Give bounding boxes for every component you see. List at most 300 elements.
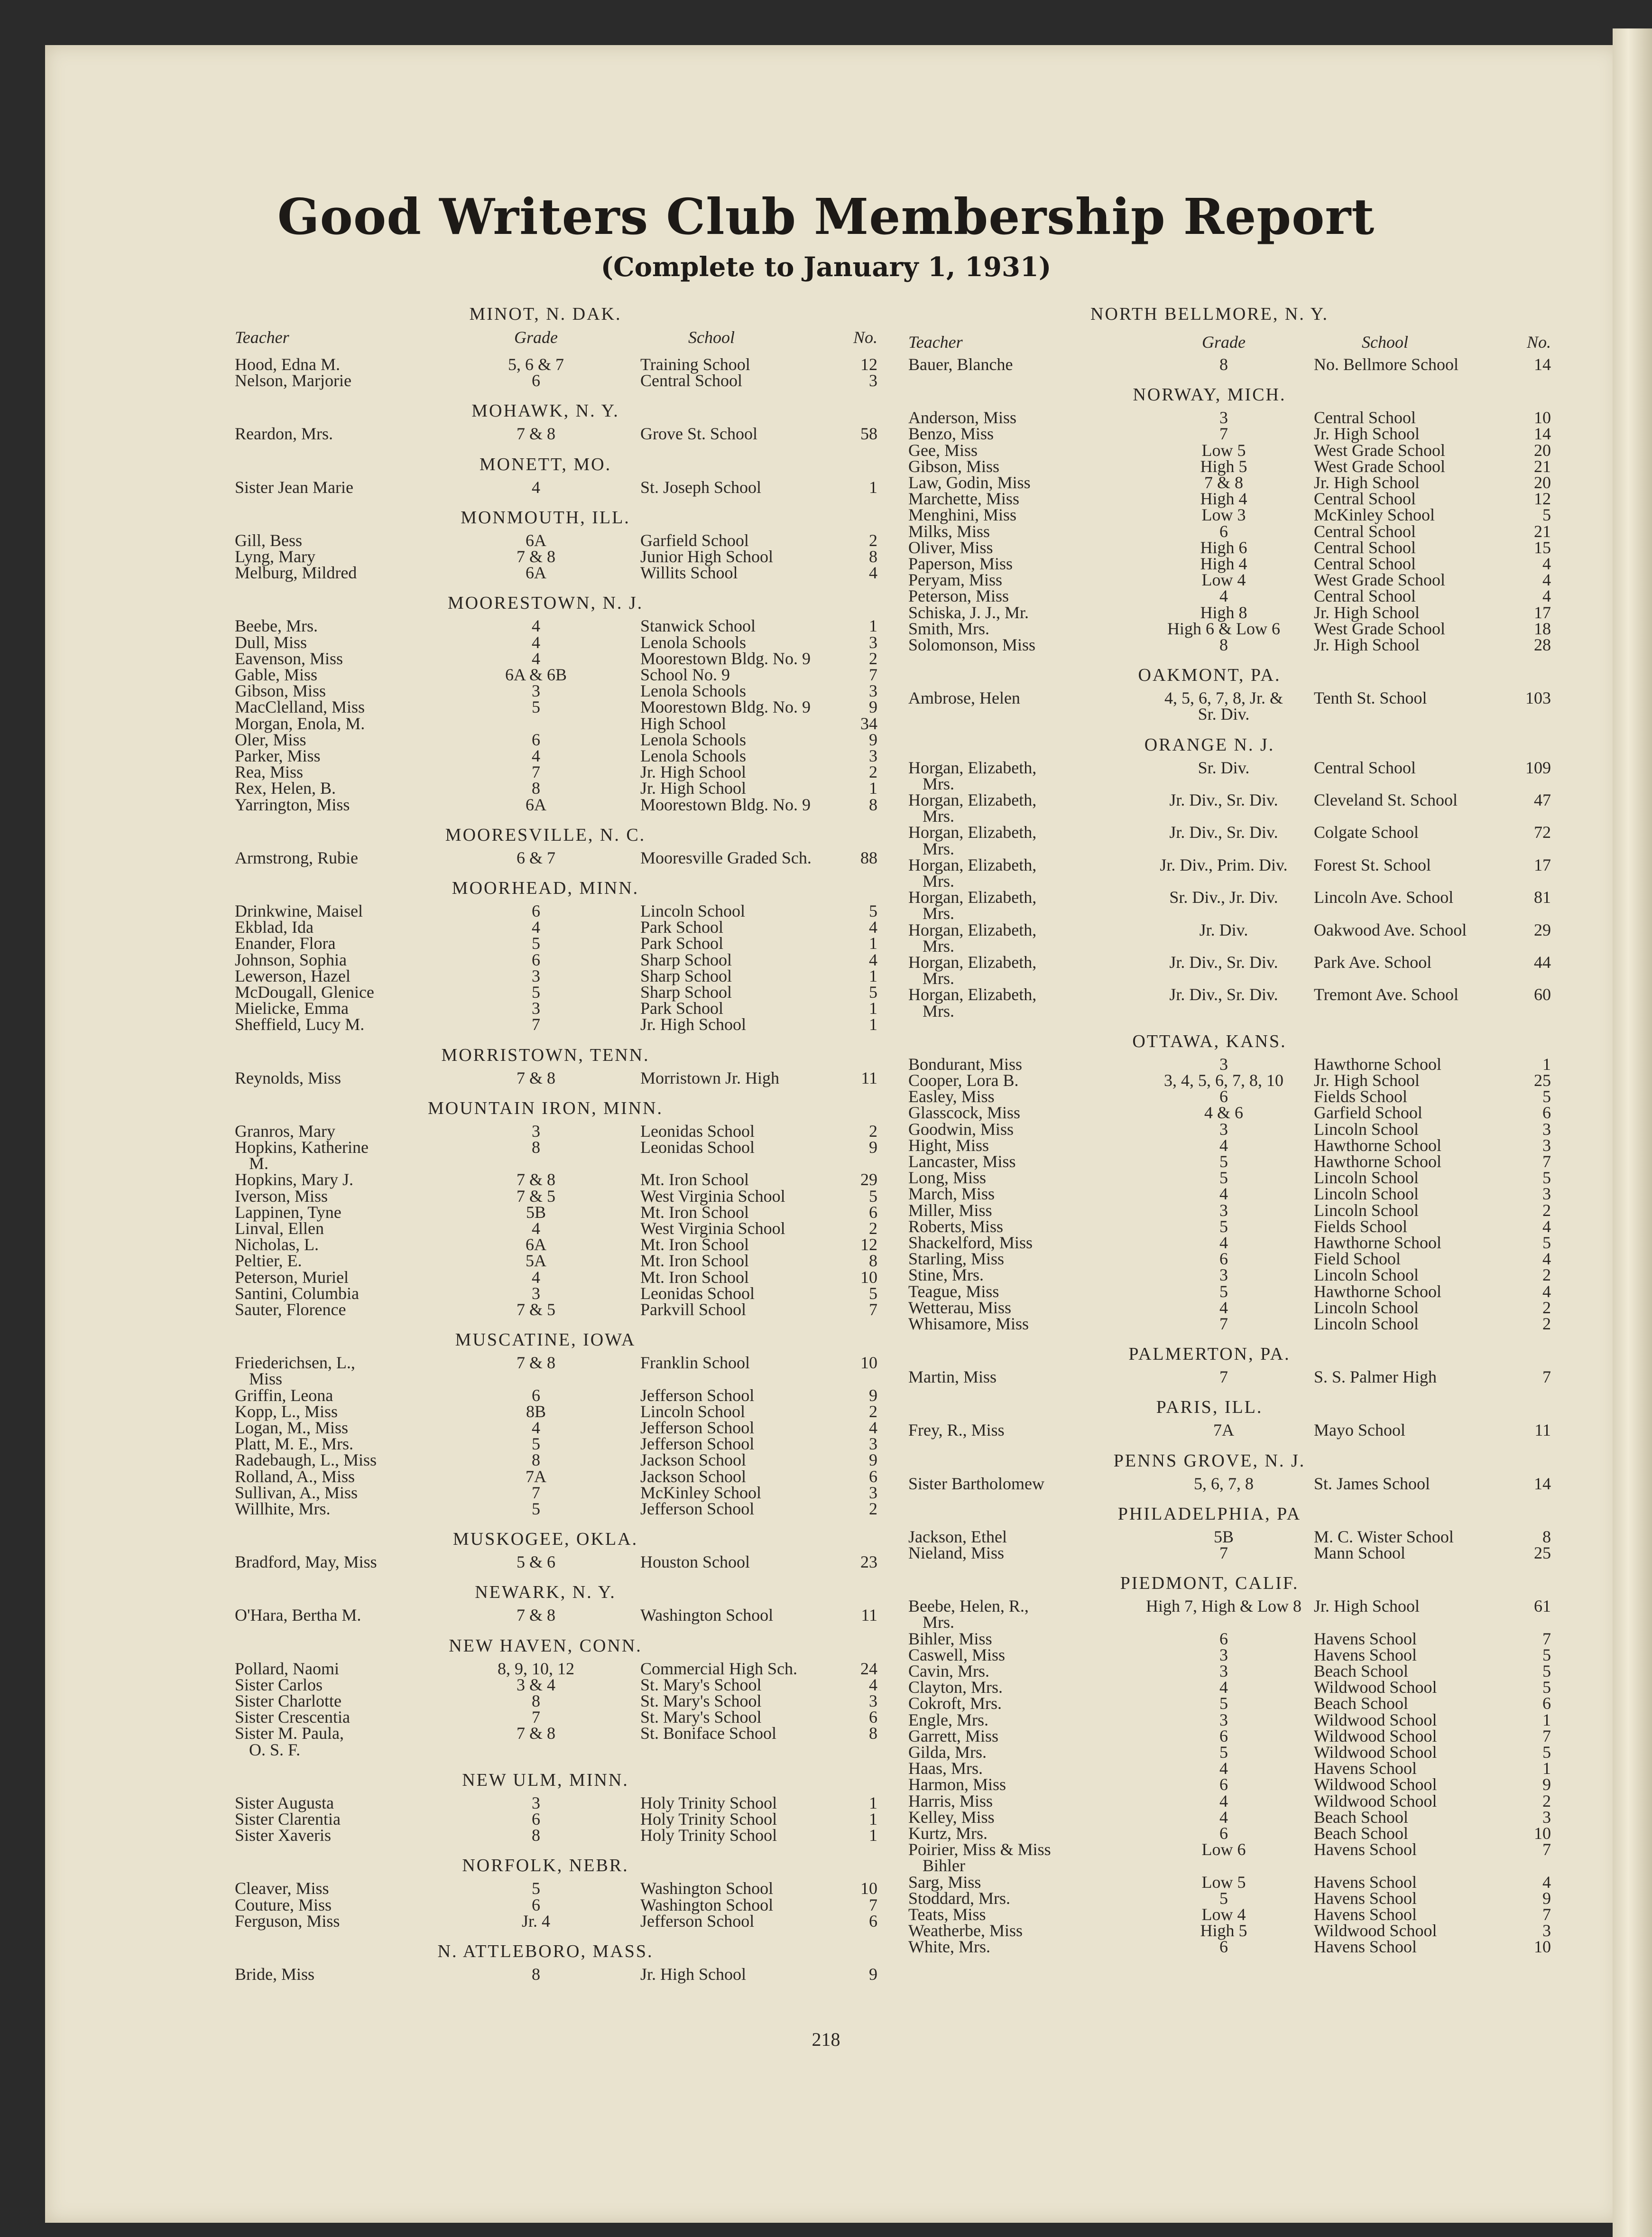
grade-cell: 8, 9, 10, 12 [498,1659,574,1678]
grade-cell: Low 4 [1201,570,1246,590]
count-cell: 14 [1534,424,1551,444]
count-cell: 4 [1542,1281,1551,1301]
count-cell: 1 [869,999,877,1018]
count-cell: 2 [869,1121,877,1141]
count-cell: 29 [860,1170,877,1189]
school-cell: Wildwood School [1314,1921,1437,1940]
count-cell: 9 [1542,1888,1551,1908]
grade-cell: 5 [1219,1168,1228,1188]
grade-cell: 8 [532,779,540,798]
count-cell: 6 [1542,1694,1551,1713]
teacher-name: Peryam, Miss [908,570,1002,590]
school-cell: Wildwood School [1314,1743,1437,1762]
left-section-title: MORRISTOWN, TENN. [441,1045,650,1065]
teacher-name: Johnson, Sophia [235,950,347,969]
teacher-name: Bihler, Miss [908,1629,992,1648]
left-header-teacher: Teacher [235,328,289,347]
teacher-name: Engle, Mrs. [908,1710,988,1729]
grade-cell: 5 [532,697,540,717]
count-cell: 9 [869,1385,877,1405]
school-cell: Jefferson School [640,1418,755,1437]
teacher-name: Wetterau, Miss [908,1298,1012,1317]
school-cell: Lincoln School [1314,1314,1419,1333]
teacher-name: Gibson, Miss [235,681,326,701]
school-cell: Wildwood School [1314,1775,1437,1794]
grade-cell: 5 [1219,1743,1228,1762]
grade-cell: 6 [532,950,540,969]
count-cell: 8 [869,547,877,566]
school-cell: Tenth St. School [1314,688,1427,708]
teacher-name: Poirier, Miss & Miss [908,1840,1051,1859]
teacher-name: Solomonson, Miss [908,635,1036,654]
count-cell: 29 [1534,920,1551,939]
grade-cell: 5, 6, 7, 8 [1194,1474,1254,1493]
school-cell: Havens School [1314,1872,1417,1892]
left-header-school: School [688,328,735,347]
grade-cell: High 5 [1200,1921,1247,1940]
count-cell: 6 [869,1467,877,1486]
teacher-name: Armstrong, Rubie [235,848,358,867]
count-cell: 10 [860,1353,877,1373]
teacher-name: Mrs. [923,872,955,891]
grade-cell: 3 [1219,1265,1228,1285]
teacher-name: Clayton, Mrs. [908,1678,1003,1697]
count-cell: 1 [869,1826,877,1845]
grade-cell: 6A [526,795,546,814]
grade-cell: 4 [532,616,540,636]
teacher-name: Granros, Mary [235,1121,335,1141]
school-cell: Tremont Ave. School [1314,985,1459,1004]
school-cell: Sharp School [640,966,732,985]
grade-cell: 3 [532,1283,540,1303]
teacher-name: Sister Crescentia [235,1708,350,1727]
grade-cell: 3 & 4 [516,1675,555,1694]
teacher-name: Roberts, Miss [908,1216,1004,1236]
right-header-school: School [1362,333,1408,352]
teacher-name: Hopkins, Katherine [235,1138,369,1157]
count-cell: 7 [869,665,877,684]
teacher-name: Bondurant, Miss [908,1054,1023,1074]
teacher-name: Haas, Mrs. [908,1759,983,1778]
school-cell: Lincoln Ave. School [1314,888,1454,907]
school-cell: Moorestown Bldg. No. 9 [640,697,811,717]
grade-cell: 5, 6 & 7 [508,355,564,374]
grade-cell: High 8 [1200,603,1247,622]
grade-cell: 5B [1213,1527,1234,1546]
grade-cell: 3 [1219,1054,1228,1074]
grade-cell: 4 [1219,1233,1228,1252]
left-section-title: MONMOUTH, ILL. [461,507,630,528]
left-section-title: MOORESVILLE, N. C. [445,825,646,845]
grade-cell: 6 [1219,1249,1228,1269]
left-section-title: NEW ULM, MINN. [462,1770,629,1790]
grade-cell: 4 [532,1219,540,1238]
right-section-title: PARIS, ILL. [1156,1397,1263,1418]
teacher-name: Friederichsen, L., [235,1353,355,1373]
school-cell: Mt. Iron School [640,1202,749,1222]
grade-cell: 7 [532,1708,540,1727]
count-cell: 2 [869,1219,877,1238]
count-cell: 4 [1542,586,1551,606]
school-cell: Beach School [1314,1807,1408,1827]
teacher-name: Lappinen, Tyne [235,1202,341,1222]
teacher-name: Beebe, Helen, R., [908,1597,1029,1616]
grade-cell: Sr. Div. [1198,705,1250,724]
next-page-edge [1613,28,1652,2237]
grade-cell: 5 [1219,1888,1228,1908]
school-cell: Hawthorne School [1314,1054,1441,1074]
count-cell: 21 [1534,521,1551,541]
grade-cell: 3 [532,999,540,1018]
grade-cell: 4 [1219,1759,1228,1778]
teacher-name: Mrs. [923,774,955,793]
grade-cell: 6 [1219,521,1228,541]
teacher-name: White, Mrs. [908,1937,990,1957]
grade-cell: High 4 [1200,489,1247,509]
count-cell: 10 [1534,1824,1551,1843]
teacher-name: Rea, Miss [235,762,303,782]
count-cell: 1 [869,779,877,798]
right-section-title: PENNS GROVE, N. J. [1113,1450,1306,1471]
school-cell: Moorestown Bldg. No. 9 [640,795,811,814]
teacher-name: Griffin, Leona [235,1385,333,1405]
grade-cell: 7 [1219,424,1228,444]
count-cell: 58 [860,424,877,444]
teacher-name: Reardon, Mrs. [235,424,333,444]
grade-cell: 6 [1219,1937,1228,1957]
teacher-name: Mrs. [923,904,955,923]
school-cell: Lenola Schools [640,681,746,701]
grade-cell: 7 & 8 [516,1068,555,1087]
grade-cell: 5 [532,1499,540,1518]
teacher-name: Ferguson, Miss [235,1911,340,1931]
school-cell: Mt. Iron School [640,1267,749,1287]
count-cell: 1 [869,1810,877,1829]
count-cell: 20 [1534,473,1551,492]
grade-cell: 5 [1219,1216,1228,1236]
grade-cell: Jr. Div., Sr. Div. [1169,953,1278,972]
count-cell: 10 [860,1879,877,1898]
count-cell: 7 [1542,1152,1551,1171]
teacher-name: Reynolds, Miss [235,1068,341,1087]
count-cell: 3 [869,681,877,701]
grade-cell: 5B [526,1202,546,1222]
teacher-name: Bihler [923,1856,965,1875]
page-subtitle: (Complete to January 1, 1931) [600,251,1052,283]
right-section-title: NORWAY, MICH. [1133,385,1286,405]
teacher-name: Dull, Miss [235,632,307,652]
school-cell: Jefferson School [640,1499,755,1518]
teacher-name: Enander, Flora [235,934,336,953]
grade-cell: High 4 [1200,554,1247,573]
grade-cell: 6 [1219,1775,1228,1794]
school-cell: Wildwood School [1314,1726,1437,1745]
grade-cell: 6 [532,1810,540,1829]
count-cell: 4 [869,1675,877,1694]
teacher-name: Sister Charlotte [235,1691,341,1710]
school-cell: Oakwood Ave. School [1314,920,1467,939]
grade-cell: 6A & 6B [505,665,567,684]
school-cell: West Grade School [1314,619,1446,638]
teacher-name: Mrs. [923,1001,955,1021]
school-cell: Mooresville Graded Sch. [640,848,812,867]
teacher-name: Oler, Miss [235,730,306,749]
school-cell: Hawthorne School [1314,1152,1441,1171]
teacher-name: Eavenson, Miss [235,649,343,668]
school-cell: Wildwood School [1314,1710,1437,1729]
count-cell: 21 [1534,456,1551,476]
count-cell: 60 [1534,985,1551,1004]
teacher-name: Anderson, Miss [908,408,1017,427]
grade-cell: 5 [1219,1281,1228,1301]
teacher-name: Harmon, Miss [908,1775,1006,1794]
count-cell: 7 [1542,1905,1551,1924]
count-cell: 1 [869,934,877,953]
count-cell: 1 [869,477,877,497]
school-cell: Lenola Schools [640,746,746,765]
teacher-name: Sister Jean Marie [235,477,353,497]
school-cell: Moorestown Bldg. No. 9 [640,649,811,668]
school-cell: Jr. High School [640,779,747,798]
teacher-name: Mrs. [923,1613,955,1632]
grade-cell: 4 [1219,1791,1228,1810]
teacher-name: Rex, Helen, B. [235,779,336,798]
count-cell: 17 [1534,603,1551,622]
school-cell: Lenola Schools [640,632,746,652]
count-cell: 2 [1542,1265,1551,1285]
school-cell: Jr. High School [640,1015,747,1034]
school-cell: Lincoln School [1314,1200,1419,1220]
grade-cell: 8 [532,1965,540,1984]
count-cell: 7 [1542,1367,1551,1387]
school-cell: Jr. High School [1314,1597,1420,1616]
school-cell: Jr. High School [1314,603,1420,622]
count-cell: 4 [1542,554,1551,573]
school-cell: Mt. Iron School [640,1251,749,1271]
grade-cell: Jr. Div., Sr. Div. [1169,823,1278,842]
count-cell: 2 [1542,1314,1551,1333]
count-cell: 10 [860,1267,877,1287]
school-cell: School No. 9 [640,665,730,684]
grade-cell: Jr. Div. [1199,920,1248,939]
grade-cell: 7 & 8 [516,424,555,444]
school-cell: Havens School [1314,1937,1417,1957]
count-cell: 2 [869,1402,877,1421]
grade-cell: 6 [1219,1087,1228,1106]
grade-cell: 5 [1219,1694,1228,1713]
teacher-name: Gable, Miss [235,665,317,684]
teacher-name: Harris, Miss [908,1791,993,1810]
school-cell: Park School [640,999,723,1018]
count-cell: 17 [1534,855,1551,874]
teacher-name: Long, Miss [908,1168,987,1188]
count-cell: 6 [869,1708,877,1727]
count-cell: 3 [869,1483,877,1502]
teacher-name: Schiska, J. J., Mr. [908,603,1029,622]
teacher-name: Nicholas, L. [235,1235,319,1254]
grade-cell: 4 [1219,1807,1228,1827]
teacher-name: Sarg, Miss [908,1872,981,1892]
school-cell: Lincoln School [640,1402,745,1421]
school-cell: Beach School [1314,1694,1408,1713]
grade-cell: High 6 [1200,538,1247,557]
grade-cell: 4 [532,746,540,765]
count-cell: 3 [1542,1921,1551,1940]
grade-cell: 7 & 5 [516,1300,555,1319]
school-cell: St. Mary's School [640,1708,762,1727]
grade-cell: 3 [532,966,540,985]
grade-cell: 7 [532,1483,540,1502]
grade-cell: 5 [1219,1152,1228,1171]
count-cell: 3 [1542,1119,1551,1139]
grade-cell: 7 & 8 [516,1606,555,1625]
teacher-name: Easley, Miss [908,1087,995,1106]
count-cell: 5 [1542,1645,1551,1664]
teacher-name: Peltier, E. [235,1251,302,1271]
teacher-name: Whisamore, Miss [908,1314,1029,1333]
teacher-name: Sister M. Paula, [235,1724,344,1743]
teacher-name: Nelson, Marjorie [235,371,351,390]
teacher-name: Logan, M., Miss [235,1418,349,1437]
count-cell: 1 [1542,1710,1551,1729]
teacher-name: Peterson, Miss [908,586,1009,606]
left-section-title: NEW HAVEN, CONN. [449,1635,642,1656]
count-cell: 9 [1542,1775,1551,1794]
grade-cell: 3 [532,1121,540,1141]
teacher-name: Mielicke, Emma [235,999,349,1018]
teacher-name: Sister Augusta [235,1793,334,1812]
grade-cell: 6 [532,1895,540,1914]
teacher-name: Gee, Miss [908,440,978,460]
count-cell: 3 [869,371,877,390]
school-cell: Havens School [1314,1840,1417,1859]
school-cell: Jr. High School [640,1965,747,1984]
right-section-title: NORTH BELLMORE, N. Y. [1090,304,1329,324]
grade-cell: 8 [532,1691,540,1710]
teacher-name: March, Miss [908,1184,995,1204]
grade-cell: Low 6 [1201,1840,1246,1859]
school-cell: Mt. Iron School [640,1170,749,1189]
teacher-name: Hight, Miss [908,1135,989,1155]
grade-cell: 6 [532,730,540,749]
teacher-name: Sullivan, A., Miss [235,1483,358,1502]
teacher-name: Weatherbe, Miss [908,1921,1023,1940]
teacher-name: Ekblad, Ida [235,918,314,937]
school-cell: Havens School [1314,1905,1417,1924]
school-cell: Field School [1314,1249,1401,1269]
grade-cell: 3 [1219,1710,1228,1729]
grade-cell: 4 [532,649,540,668]
teacher-name: Stoddard, Mrs. [908,1888,1010,1908]
grade-cell: 7 [1219,1367,1228,1387]
grade-cell: 4 [532,918,540,937]
right-header-no: No. [1526,333,1551,352]
count-cell: 4 [869,918,877,937]
school-cell: St. Mary's School [640,1691,762,1710]
count-cell: 4 [1542,1216,1551,1236]
teacher-name: Paperson, Miss [908,554,1013,573]
grade-cell: 7 & 8 [516,1353,555,1373]
count-cell: 7 [869,1300,877,1319]
count-cell: 3 [869,1434,877,1454]
school-cell: Wildwood School [1314,1791,1437,1810]
school-cell: Park School [640,934,723,953]
count-cell: 5 [869,983,877,1002]
teacher-name: Horgan, Elizabeth, [908,855,1037,874]
count-cell: 4 [1542,1249,1551,1269]
school-cell: St. Mary's School [640,1675,762,1694]
count-cell: 5 [869,901,877,920]
teacher-name: Miller, Miss [908,1200,992,1220]
school-cell: Sharp School [640,950,732,969]
grade-cell: 3 [1219,1119,1228,1139]
grade-cell: 6A [526,563,546,583]
count-cell: 11 [861,1606,877,1625]
count-cell: 4 [869,1418,877,1437]
school-cell: Holy Trinity School [640,1826,777,1845]
grade-cell: 8 [532,1450,540,1470]
grade-cell: 4 [1219,1135,1228,1155]
teacher-name: Kurtz, Mrs. [908,1824,988,1843]
school-cell: St. Joseph School [640,477,762,497]
count-cell: 3 [1542,1184,1551,1204]
left-section-title: MINOT, N. DAK. [469,304,622,324]
grade-cell: Sr. Div. [1198,758,1250,777]
grade-cell: 4 [532,632,540,652]
count-cell: 1 [869,966,877,985]
school-cell: Morristown Jr. High [640,1068,780,1087]
school-cell: Park School [640,918,723,937]
teacher-name: M. [249,1154,269,1173]
teacher-name: Miss [249,1369,283,1389]
right-header-teacher: Teacher [908,333,963,352]
left-section-title: NORFOLK, NEBR. [462,1856,629,1876]
right-section-title: PIEDMONT, CALIF. [1120,1573,1299,1594]
teacher-name: Rolland, A., Miss [235,1467,355,1486]
teacher-name: Gibson, Miss [908,456,1000,476]
count-cell: 8 [1542,1527,1551,1546]
teacher-name: Mrs. [923,807,955,826]
school-cell: Junior High School [640,547,774,566]
teacher-name: Lyng, Mary [235,547,315,566]
school-cell: High School [640,714,727,733]
count-cell: 11 [1534,1420,1551,1440]
left-section-title: MOORHEAD, MINN. [452,878,639,898]
teacher-name: Goodwin, Miss [908,1119,1014,1139]
school-cell: Washington School [640,1606,774,1625]
school-cell: McKinley School [1314,505,1435,525]
count-cell: 6 [869,1911,877,1931]
count-cell: 24 [860,1659,877,1678]
count-cell: 28 [1534,635,1551,654]
grade-cell: 4 [532,1418,540,1437]
grade-cell: 4 [1219,1184,1228,1204]
teacher-name: Hood, Edna M. [235,355,340,374]
grade-cell: 8 [532,1138,540,1157]
teacher-name: Menghini, Miss [908,505,1017,525]
grade-cell: Jr. Div., Sr. Div. [1169,985,1278,1004]
right-section-title: PALMERTON, PA. [1128,1344,1291,1364]
grade-cell: 4 & 6 [1204,1103,1243,1123]
grade-cell: 6 [532,901,540,920]
school-cell: Hawthorne School [1314,1233,1441,1252]
count-cell: 5 [869,1283,877,1303]
count-cell: 8 [869,1251,877,1271]
school-cell: Beach School [1314,1824,1408,1843]
left-section-title: MOORESTOWN, N. J. [447,593,644,613]
school-cell: Training School [640,355,750,374]
school-cell: Lincoln School [1314,1168,1419,1188]
